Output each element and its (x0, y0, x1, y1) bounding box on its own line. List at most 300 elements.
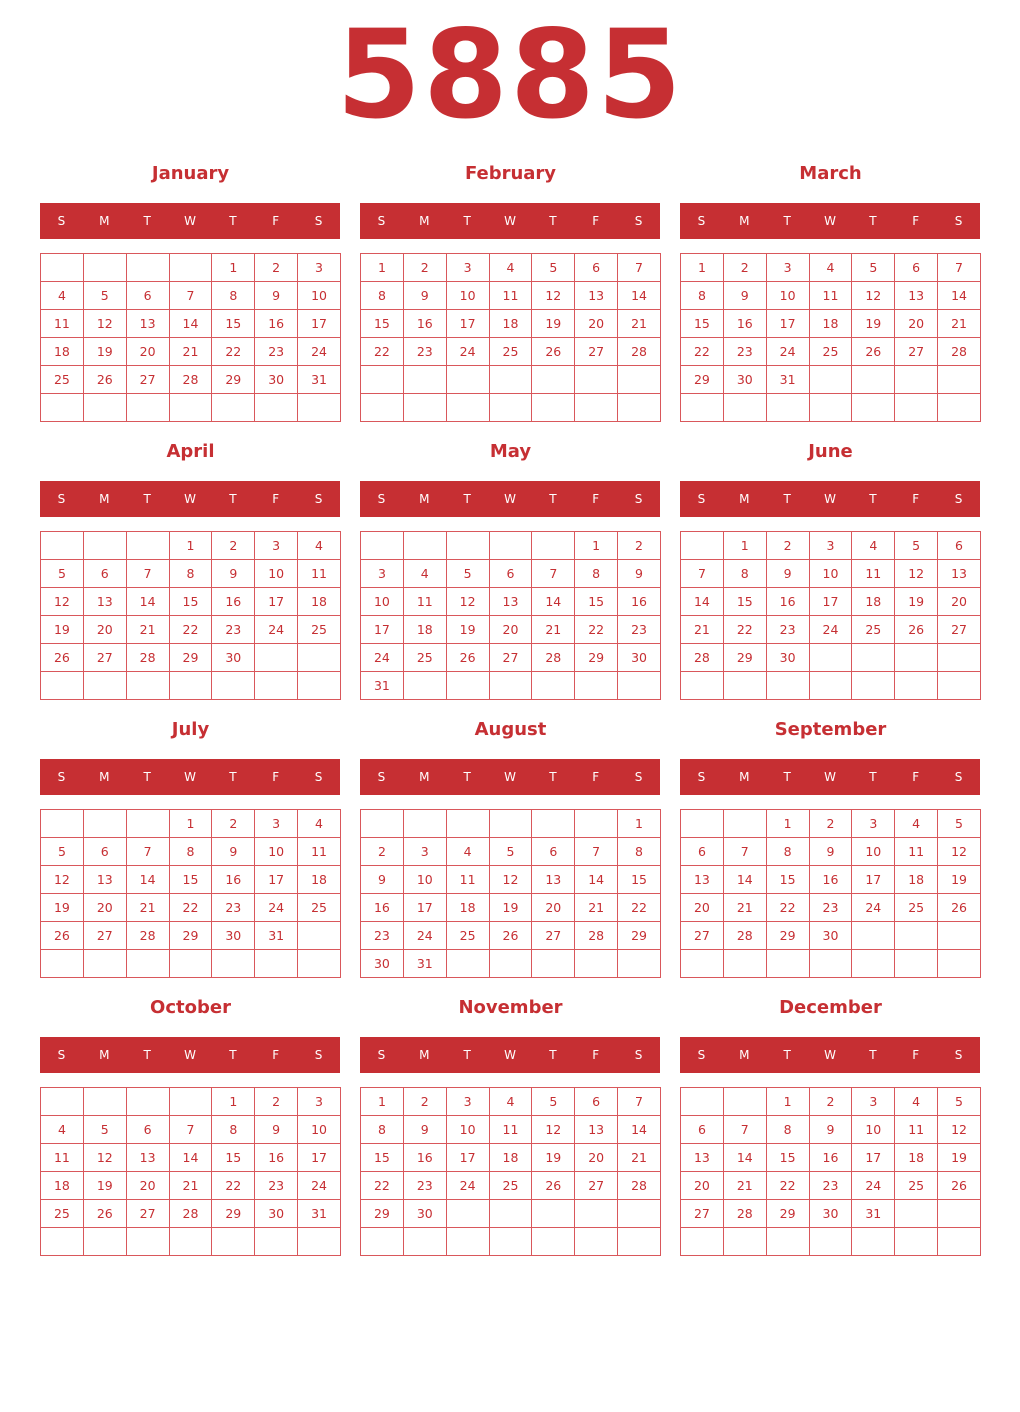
week-row (681, 1116, 981, 1144)
day-cell: 19 (83, 338, 126, 366)
weekday-label: F (912, 492, 920, 506)
empty-cell (41, 532, 84, 560)
day-cell: 18 (852, 588, 895, 616)
weekday-header (360, 759, 660, 795)
day-cell: 3 (852, 1088, 895, 1116)
empty-cell (403, 366, 446, 394)
day-cell: 12 (938, 1116, 981, 1144)
empty-cell (298, 1228, 341, 1256)
day-cell: 30 (255, 1200, 298, 1228)
day-cell: 2 (809, 810, 852, 838)
empty-cell (126, 810, 169, 838)
day-cell: 17 (255, 866, 298, 894)
empty-cell (255, 644, 298, 672)
day-cell: 20 (532, 894, 575, 922)
day-cell: 12 (852, 282, 895, 310)
empty-cell (41, 394, 84, 422)
day-cell: 17 (298, 1144, 341, 1172)
weekday-label: F (912, 1048, 920, 1062)
week-row (41, 866, 341, 894)
month-name: April (166, 441, 215, 462)
day-cell: 10 (852, 838, 895, 866)
day-cell: 4 (41, 1116, 84, 1144)
day-cell: 20 (83, 894, 126, 922)
empty-cell (575, 810, 618, 838)
day-cell: 30 (618, 644, 661, 672)
day-cell: 28 (169, 366, 212, 394)
week-row (681, 644, 981, 672)
day-cell: 7 (169, 282, 212, 310)
day-grid (680, 809, 981, 978)
day-cell: 25 (852, 616, 895, 644)
day-cell: 1 (723, 532, 766, 560)
weekday-label: M (99, 492, 110, 506)
empty-cell (361, 394, 404, 422)
day-cell: 23 (212, 616, 255, 644)
day-cell: 20 (938, 588, 981, 616)
day-cell: 6 (83, 838, 126, 866)
weekday-label: F (272, 492, 280, 506)
empty-cell (126, 950, 169, 978)
week-row (41, 366, 341, 394)
week-row (681, 254, 981, 282)
day-cell: 2 (403, 1088, 446, 1116)
month-name: January (151, 163, 230, 184)
day-cell: 6 (575, 254, 618, 282)
day-cell: 23 (255, 338, 298, 366)
day-cell: 21 (532, 616, 575, 644)
empty-cell (895, 394, 938, 422)
day-cell: 31 (255, 922, 298, 950)
week-row (41, 588, 341, 616)
empty-cell (489, 532, 532, 560)
day-cell: 8 (766, 838, 809, 866)
day-cell: 17 (809, 588, 852, 616)
day-cell: 5 (852, 254, 895, 282)
day-cell: 31 (361, 672, 404, 700)
day-cell: 13 (681, 1144, 724, 1172)
empty-cell (403, 532, 446, 560)
day-cell: 25 (895, 894, 938, 922)
day-cell: 5 (938, 810, 981, 838)
day-cell: 4 (489, 254, 532, 282)
day-cell: 5 (532, 254, 575, 282)
weekday-header (680, 1037, 980, 1073)
day-cell: 14 (681, 588, 724, 616)
empty-cell (852, 366, 895, 394)
day-cell: 27 (938, 616, 981, 644)
empty-cell (938, 394, 981, 422)
empty-cell (298, 644, 341, 672)
day-cell: 30 (723, 366, 766, 394)
day-cell: 16 (212, 588, 255, 616)
day-cell: 4 (298, 810, 341, 838)
day-cell: 30 (361, 950, 404, 978)
day-cell: 5 (41, 838, 84, 866)
day-cell: 24 (852, 1172, 895, 1200)
day-cell: 2 (618, 532, 661, 560)
day-cell: 23 (212, 894, 255, 922)
day-cell: 28 (169, 1200, 212, 1228)
day-cell: 3 (255, 810, 298, 838)
empty-cell (41, 672, 84, 700)
day-cell: 21 (169, 338, 212, 366)
week-row (361, 394, 661, 422)
day-cell: 22 (575, 616, 618, 644)
weekday-label: M (419, 770, 430, 784)
empty-cell (169, 950, 212, 978)
day-cell: 6 (681, 838, 724, 866)
day-cell: 6 (575, 1088, 618, 1116)
week-row (361, 560, 661, 588)
day-cell: 21 (169, 1172, 212, 1200)
day-cell: 15 (766, 866, 809, 894)
weekday-label: T (463, 492, 471, 506)
day-cell: 2 (809, 1088, 852, 1116)
day-cell: 8 (361, 282, 404, 310)
day-cell: 12 (83, 310, 126, 338)
empty-cell (361, 1228, 404, 1256)
day-cell: 9 (403, 282, 446, 310)
weekday-label: F (272, 214, 280, 228)
day-cell: 21 (575, 894, 618, 922)
empty-cell (126, 1228, 169, 1256)
day-cell: 19 (532, 310, 575, 338)
day-cell: 5 (41, 560, 84, 588)
day-cell: 17 (446, 310, 489, 338)
weekday-label: W (504, 492, 516, 506)
day-cell: 27 (83, 922, 126, 950)
week-row (361, 310, 661, 338)
day-cell: 3 (403, 838, 446, 866)
week-row (41, 644, 341, 672)
empty-cell (852, 922, 895, 950)
day-cell: 3 (255, 532, 298, 560)
day-cell: 30 (809, 1200, 852, 1228)
week-row (681, 838, 981, 866)
empty-cell (41, 810, 84, 838)
week-row (681, 282, 981, 310)
day-cell: 21 (126, 616, 169, 644)
day-cell: 4 (298, 532, 341, 560)
empty-cell (446, 810, 489, 838)
empty-cell (895, 1228, 938, 1256)
day-cell: 21 (723, 894, 766, 922)
day-cell: 25 (41, 1200, 84, 1228)
day-cell: 26 (41, 922, 84, 950)
weekday-label: W (184, 770, 196, 784)
empty-cell (938, 950, 981, 978)
day-cell: 24 (298, 1172, 341, 1200)
day-cell: 16 (766, 588, 809, 616)
day-cell: 7 (618, 1088, 661, 1116)
month-name: June (808, 441, 853, 462)
empty-cell (489, 950, 532, 978)
empty-cell (681, 1228, 724, 1256)
day-cell: 8 (618, 838, 661, 866)
day-cell: 18 (895, 1144, 938, 1172)
day-cell: 26 (489, 922, 532, 950)
day-cell: 7 (126, 560, 169, 588)
day-cell: 25 (298, 894, 341, 922)
week-row (681, 922, 981, 950)
empty-cell (169, 254, 212, 282)
weekday-label: T (869, 1048, 877, 1062)
day-cell: 23 (403, 338, 446, 366)
day-cell: 12 (532, 1116, 575, 1144)
day-cell: 14 (938, 282, 981, 310)
empty-cell (895, 1200, 938, 1228)
month-name: March (799, 163, 862, 184)
day-cell: 27 (681, 1200, 724, 1228)
week-row (361, 672, 661, 700)
empty-cell (403, 1228, 446, 1256)
day-cell: 1 (618, 810, 661, 838)
day-cell: 12 (532, 282, 575, 310)
week-row (681, 394, 981, 422)
empty-cell (766, 950, 809, 978)
weekday-label: M (739, 492, 750, 506)
empty-cell (723, 672, 766, 700)
empty-cell (446, 672, 489, 700)
week-row (361, 588, 661, 616)
week-row (361, 950, 661, 978)
week-row (681, 560, 981, 588)
day-cell: 15 (212, 1144, 255, 1172)
day-cell: 17 (403, 894, 446, 922)
day-cell: 25 (446, 922, 489, 950)
day-cell: 12 (938, 838, 981, 866)
empty-cell (255, 1228, 298, 1256)
empty-cell (126, 394, 169, 422)
empty-cell (212, 394, 255, 422)
day-cell: 15 (575, 588, 618, 616)
day-cell: 16 (809, 866, 852, 894)
day-cell: 31 (298, 1200, 341, 1228)
weekday-label: F (272, 770, 280, 784)
weekday-label: F (272, 1048, 280, 1062)
day-cell: 11 (895, 838, 938, 866)
empty-cell (766, 672, 809, 700)
day-cell: 8 (361, 1116, 404, 1144)
day-cell: 7 (169, 1116, 212, 1144)
empty-cell (126, 1088, 169, 1116)
day-cell: 26 (938, 1172, 981, 1200)
weekday-label: S (377, 492, 386, 506)
day-cell: 6 (532, 838, 575, 866)
empty-cell (212, 672, 255, 700)
week-row (361, 254, 661, 282)
day-cell: 11 (489, 1116, 532, 1144)
day-cell: 12 (489, 866, 532, 894)
day-cell: 11 (41, 310, 84, 338)
day-cell: 24 (403, 922, 446, 950)
month-name: February (464, 163, 557, 184)
day-grid (40, 809, 341, 978)
week-row (41, 560, 341, 588)
day-cell: 29 (618, 922, 661, 950)
day-cell: 30 (255, 366, 298, 394)
empty-cell (169, 394, 212, 422)
empty-cell (489, 810, 532, 838)
week-row (681, 588, 981, 616)
empty-cell (681, 950, 724, 978)
weekday-label: T (783, 492, 791, 506)
empty-cell (681, 394, 724, 422)
day-cell: 1 (169, 532, 212, 560)
day-cell: 4 (446, 838, 489, 866)
day-cell: 20 (126, 338, 169, 366)
day-cell: 16 (212, 866, 255, 894)
day-cell: 20 (126, 1172, 169, 1200)
day-cell: 27 (83, 644, 126, 672)
day-cell: 9 (361, 866, 404, 894)
day-grid (360, 1087, 661, 1256)
day-grid (680, 531, 981, 700)
week-row (41, 922, 341, 950)
day-cell: 30 (809, 922, 852, 950)
day-cell: 31 (766, 366, 809, 394)
empty-cell (126, 672, 169, 700)
empty-cell (618, 1200, 661, 1228)
weekday-header (40, 1037, 340, 1073)
empty-cell (446, 950, 489, 978)
empty-cell (298, 672, 341, 700)
week-row (361, 866, 661, 894)
day-cell: 22 (618, 894, 661, 922)
week-row (361, 1144, 661, 1172)
day-cell: 8 (766, 1116, 809, 1144)
weekday-label: S (697, 492, 706, 506)
day-cell: 2 (212, 810, 255, 838)
empty-cell (255, 672, 298, 700)
day-cell: 21 (681, 616, 724, 644)
empty-cell (83, 1088, 126, 1116)
day-cell: 28 (126, 644, 169, 672)
empty-cell (489, 1228, 532, 1256)
day-cell: 1 (766, 1088, 809, 1116)
day-cell: 10 (298, 1116, 341, 1144)
day-cell: 29 (361, 1200, 404, 1228)
day-cell: 27 (575, 1172, 618, 1200)
day-cell: 25 (895, 1172, 938, 1200)
day-cell: 13 (532, 866, 575, 894)
day-cell: 18 (809, 310, 852, 338)
day-cell: 23 (766, 616, 809, 644)
day-cell: 8 (169, 560, 212, 588)
empty-cell (255, 950, 298, 978)
weekday-label: W (824, 1048, 836, 1062)
weekday-label: W (824, 492, 836, 506)
day-cell: 28 (618, 1172, 661, 1200)
day-cell: 30 (766, 644, 809, 672)
weekday-label: T (229, 770, 237, 784)
day-cell: 29 (766, 922, 809, 950)
weekday-label: M (739, 214, 750, 228)
day-cell: 15 (169, 866, 212, 894)
weekday-header (40, 759, 340, 795)
day-cell: 14 (618, 1116, 661, 1144)
empty-cell (809, 366, 852, 394)
day-cell: 10 (403, 866, 446, 894)
day-cell: 30 (403, 1200, 446, 1228)
empty-cell (938, 366, 981, 394)
day-cell: 5 (489, 838, 532, 866)
weekday-label: F (912, 214, 920, 228)
day-cell: 3 (361, 560, 404, 588)
empty-cell (938, 1200, 981, 1228)
week-row (681, 1088, 981, 1116)
day-cell: 24 (446, 338, 489, 366)
empty-cell (298, 922, 341, 950)
day-cell: 5 (83, 1116, 126, 1144)
day-cell: 18 (403, 616, 446, 644)
empty-cell (361, 532, 404, 560)
day-cell: 17 (766, 310, 809, 338)
week-row (361, 894, 661, 922)
day-cell: 9 (403, 1116, 446, 1144)
weekday-label: S (314, 214, 323, 228)
week-row (361, 338, 661, 366)
day-cell: 26 (895, 616, 938, 644)
day-cell: 11 (489, 282, 532, 310)
weekday-label: S (377, 214, 386, 228)
day-cell: 3 (809, 532, 852, 560)
day-cell: 21 (126, 894, 169, 922)
day-cell: 14 (126, 588, 169, 616)
day-cell: 28 (126, 922, 169, 950)
empty-cell (532, 532, 575, 560)
week-row (41, 950, 341, 978)
empty-cell (618, 1228, 661, 1256)
weekday-header (40, 481, 340, 517)
day-cell: 22 (766, 1172, 809, 1200)
weekday-label: W (504, 1048, 516, 1062)
day-cell: 14 (723, 1144, 766, 1172)
day-cell: 1 (681, 254, 724, 282)
empty-cell (169, 672, 212, 700)
day-cell: 8 (575, 560, 618, 588)
empty-cell (575, 1228, 618, 1256)
weekday-label: T (229, 214, 237, 228)
weekday-label: S (954, 492, 963, 506)
empty-cell (83, 810, 126, 838)
day-cell: 24 (809, 616, 852, 644)
empty-cell (575, 672, 618, 700)
day-cell: 28 (618, 338, 661, 366)
day-cell: 11 (298, 838, 341, 866)
day-cell: 12 (895, 560, 938, 588)
empty-cell (403, 394, 446, 422)
day-cell: 7 (575, 838, 618, 866)
day-cell: 19 (895, 588, 938, 616)
day-cell: 29 (212, 1200, 255, 1228)
day-cell: 20 (575, 1144, 618, 1172)
day-cell: 24 (255, 894, 298, 922)
weekday-label: W (184, 214, 196, 228)
empty-cell (489, 672, 532, 700)
day-cell: 29 (575, 644, 618, 672)
empty-cell (723, 1228, 766, 1256)
empty-cell (83, 394, 126, 422)
empty-cell (446, 1228, 489, 1256)
week-row (361, 1172, 661, 1200)
day-cell: 20 (575, 310, 618, 338)
weekday-label: T (783, 1048, 791, 1062)
day-cell: 10 (298, 282, 341, 310)
week-row (41, 672, 341, 700)
month-name: May (489, 441, 532, 462)
